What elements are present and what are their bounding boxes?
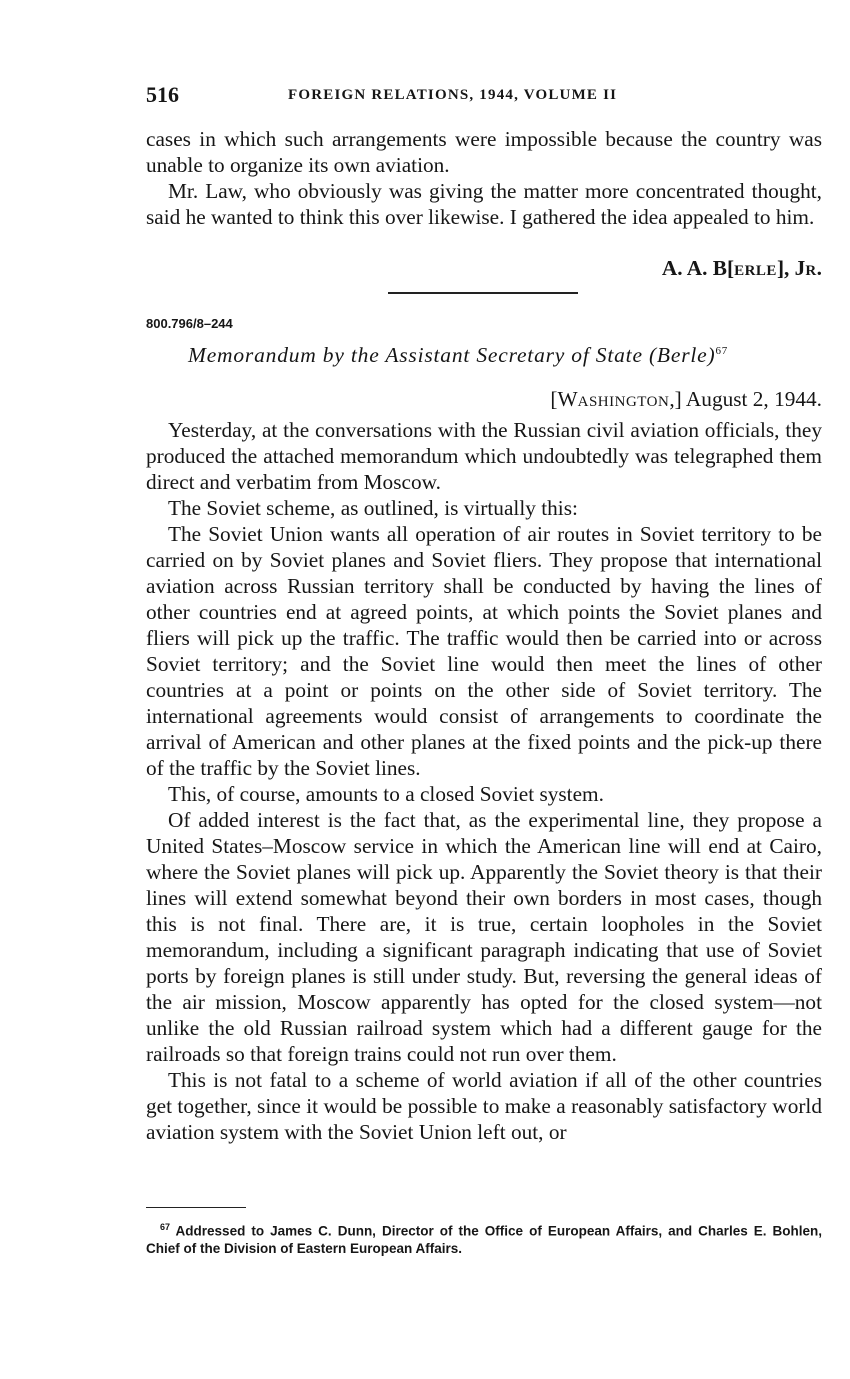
- paragraph: The Soviet scheme, as outlined, is virtually this:: [168, 496, 578, 520]
- paragraph: Mr. Law, who obviously was giving the matter more concentrated thought, said he wanted to think this over likewise. I gathered the idea appealed to him.: [146, 179, 822, 229]
- paragraph: This, of course, amounts to a closed Soviet system.: [168, 782, 604, 806]
- dateline-place: ASHINGTON: [577, 394, 670, 410]
- signature-suffix-smallcaps: R: [805, 263, 817, 279]
- dateline: [550, 387, 822, 412]
- file-number: 800.796/8–244: [146, 316, 233, 331]
- paragraph: Yesterday, at the conversations with the Russian civil aviation officials, they produced the attached memorandum which undoubtedly was telegraphed them direct and verbatim from Moscow.: [146, 418, 822, 494]
- dateline-open: [W: [550, 387, 578, 411]
- section-divider: [388, 292, 578, 294]
- footnote: [146, 1219, 822, 1257]
- memorandum-body: [146, 417, 822, 1145]
- running-head: FOREIGN RELATIONS, 1944, VOLUME II: [288, 87, 618, 103]
- footnote-reference: 67: [715, 344, 729, 357]
- paragraph: This is not fatal to a scheme of world aviation if all of the other countries get together, since it would be possible to make a reasonably satisfactory world aviation system with the Soviet Union left out, or: [146, 1068, 822, 1144]
- document-title-text: Memorandum by the Assistant Secretary of State (Berle): [188, 343, 716, 367]
- footnote-text: Addressed to James C. Dunn, Director of the Office of European Affairs, and Charles E. Bohlen, Chief of the Division of Eastern European Affairs.: [146, 1223, 823, 1256]
- document-title: [188, 343, 728, 368]
- paragraph: The Soviet Union wants all operation of air routes in Soviet territory to be carried on by Soviet planes and Soviet fliers. They propose that international aviation across Russian territory shall be conducted by having the lines of other countries end at agreed points, at which points the Soviet planes and fliers will pick up the traffic. The traffic would then be carried into or across Soviet territory; and the Soviet line would then meet the lines of other countries at a point or points on the other side of Soviet territory. The international agreements would consist of arrangements to coordinate the arrival of American and other planes at the fixed points and the pick-up there of the traffic by the Soviet lines.: [146, 522, 822, 780]
- previous-document-text: [146, 126, 822, 230]
- paragraph: cases in which such arrangements were impossible because the country was unable to organize its own aviation.: [146, 127, 822, 177]
- paragraph: Of added interest is the fact that, as the experimental line, they propose a United States–Moscow service in which the American line will end at Cairo, where the Soviet planes will pick up. Apparently the Soviet theory is that their lines will extend somewhat beyond their own borders in most cases, though this is not final. There are, it is true, certain loopholes in the Soviet memorandum, including a significant paragraph indicating that use of Soviet ports by foreign planes is still under study. But, reversing the general ideas of the air mission, Moscow apparently has opted for the closed system—not unlike the old Russian railroad system which had a different gauge for the railroads so that foreign trains could not run over them.: [146, 808, 822, 1066]
- dateline-close: ,] August 2, 1944.: [669, 387, 822, 411]
- signature-prefix: A. A. B[: [661, 256, 735, 280]
- footnote-marker: 67: [160, 1222, 171, 1232]
- footnote-rule: [146, 1207, 246, 1208]
- signature-suffix: ], J: [776, 256, 806, 280]
- signature: [662, 256, 822, 281]
- page-number: 516: [146, 82, 179, 107]
- signature-end: .: [816, 256, 822, 280]
- signature-smallcaps: ERLE: [734, 263, 777, 279]
- page-header: [146, 82, 822, 108]
